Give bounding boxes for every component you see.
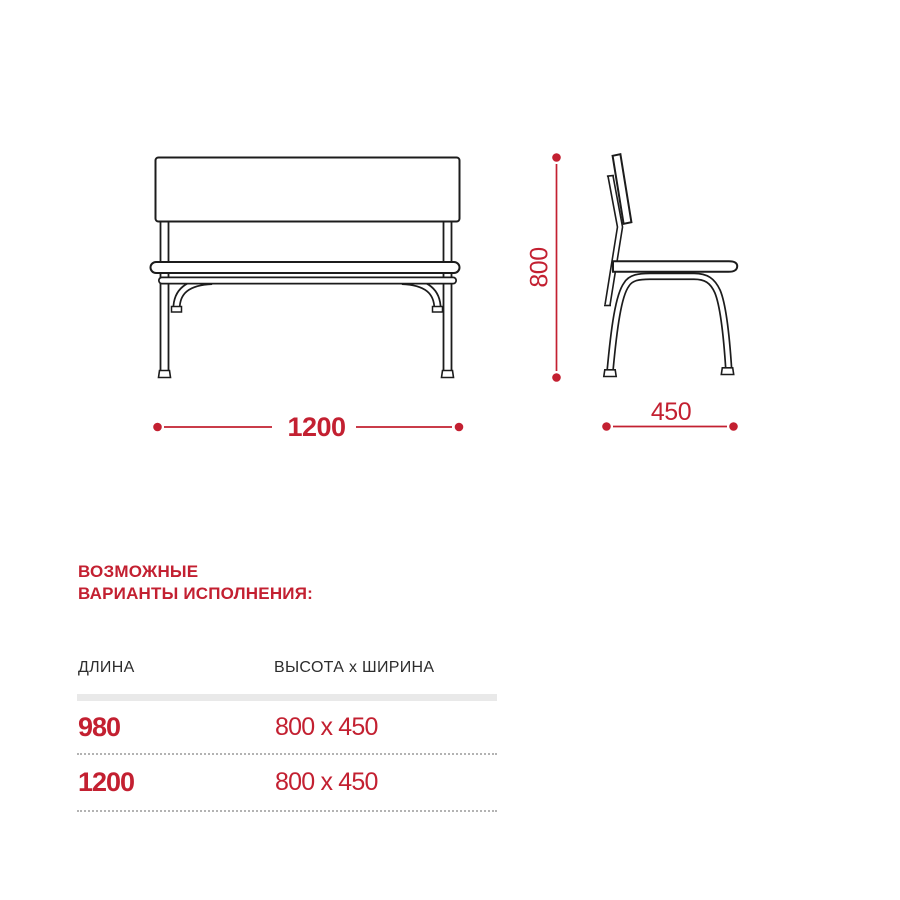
bench-right-foot [442, 371, 454, 378]
table-row [77, 755, 497, 812]
bench-left-leg [161, 222, 169, 373]
row-length-value: 1200 [78, 767, 135, 797]
bench-frame-stub-foot-left [172, 307, 182, 313]
chair-seat [613, 261, 737, 272]
row-length-value: 980 [78, 711, 121, 742]
dim-dot [552, 373, 561, 382]
specs-title [78, 561, 313, 605]
dim-dot [153, 423, 162, 432]
bench-frame-bends [177, 281, 438, 309]
bench-right-leg [444, 222, 452, 373]
chair-side-view [604, 154, 737, 376]
chair-rear-foot [604, 370, 616, 377]
column-header-length: ДЛИНА [78, 659, 135, 676]
specs-title-line2: ВАРИАНТЫ ИСПОЛНЕНИЯ: [78, 584, 314, 603]
dimension-value-width: 1200 [287, 412, 346, 442]
dim-dot [455, 423, 464, 432]
bench-left-foot [159, 371, 171, 378]
dim-dot [602, 422, 611, 431]
bench-front-view [151, 158, 460, 378]
dimension-value-height: 800 [525, 247, 554, 288]
dim-dot [552, 153, 561, 162]
chair-back-post [604, 175, 620, 305]
dim-dot [729, 422, 738, 431]
table-header-bar [77, 694, 497, 701]
row-size-value: 800 x 450 [275, 768, 378, 796]
chair-leg-arch [610, 276, 729, 371]
chair-front-foot [721, 368, 733, 375]
table-row [77, 701, 497, 755]
bench-seat [151, 262, 460, 273]
specs-title-line1: ВОЗМОЖНЫЕ [78, 562, 199, 581]
bench-frame-stub-foot-right [433, 307, 443, 313]
bench-backrest [156, 158, 460, 222]
column-header-size: ВЫСОТА х ШИРИНА [274, 659, 435, 676]
row-size-value: 800 x 450 [275, 712, 378, 741]
dimension-value-depth: 450 [650, 398, 692, 426]
